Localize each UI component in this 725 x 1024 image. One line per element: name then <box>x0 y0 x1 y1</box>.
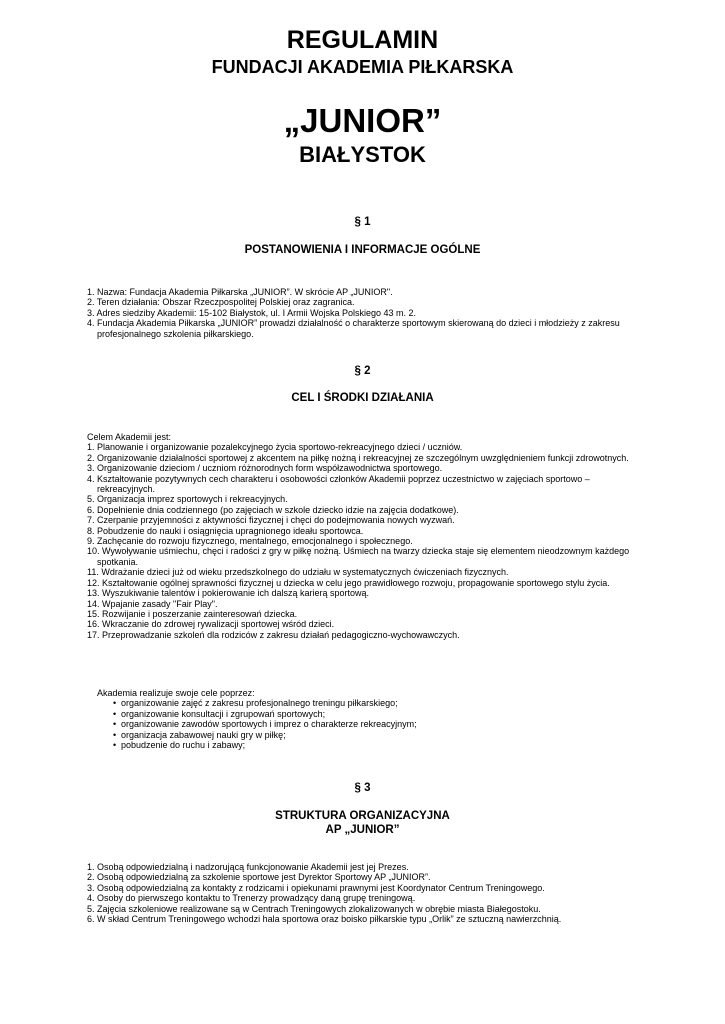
list-item: 1. Planowanie i organizowanie pozalekcyjnego życia sportowo-rekreacyjnego dzieci / uczniów. <box>87 442 463 453</box>
section-2-list <box>87 432 647 640</box>
list-item: 9. Zachęcanie do rozwoju fizycznego, mentalnego, emocjonalnego i społecznego. <box>87 536 413 547</box>
bullet-item: • organizacja zabawowej nauki gry w piłkę; <box>113 730 597 740</box>
bullet-item: • organizowanie zajęć z zakresu profesjonalnego treningu piłkarskiego; <box>113 698 597 708</box>
list-item: 13. Wyszukiwanie talentów i pokierowanie ich dalszą karierą sportową. <box>87 588 370 599</box>
section-1-title: POSTANOWIENIA I INFORMACJE OGÓLNE <box>244 244 481 256</box>
foundation-name: „JUNIOR” <box>283 102 442 139</box>
list-item: 3. Organizowanie dzieciom / uczniom różnorodnych form współzawodnictwa sportowego. <box>87 463 443 474</box>
city-name: BIAŁYSTOK <box>299 142 426 167</box>
list-item: 6. Dopełnienie dnia codziennego (po zajęciach w szkole dziecko idzie na zajęcia dodatkowe). <box>87 504 459 515</box>
list-item: 2. Teren działania: Obszar Rzeczpospolitej Polskiej oraz zagranica. <box>87 297 355 308</box>
section-3-title: STRUKTURA ORGANIZACYJNA <box>275 810 450 822</box>
section-2-mark: § 2 <box>354 365 371 377</box>
section-1-list <box>87 287 647 339</box>
section-2-intro: Celem Akademii jest: <box>87 432 172 442</box>
list-item: 15. Rozwijanie i poszerzanie zainteresowań dziecka. <box>87 608 298 619</box>
document-title: REGULAMIN <box>286 26 439 54</box>
section-3-list <box>87 862 647 924</box>
list-item: 3. Adres siedziby Akademii: 15-102 Białystok, ul. I Armii Wojska Polskiego 43 m. 2. <box>87 307 416 318</box>
list-item: 11. Wdrażanie dzieci już od wieku przedszkolnego do udziału w systematycznych ćwiczeniach fizycznych. <box>87 567 509 578</box>
list-item: 3. Osobą odpowiedzialną za kontakty z rodzicami i opiekunami prawnymi jest Koordynator Centrum Treningowego. <box>87 882 545 893</box>
list-item: 14. Wpajanie zasady "Fair Play". <box>87 598 218 609</box>
section-3-title-line2: AP „JUNIOR” <box>325 824 400 836</box>
list-item: 6. W skład Centrum Treningowego wchodzi hala sportowa oraz boisko piłkarskie typu „Orlik” ze sztuczną nawierzchnią. <box>87 914 562 925</box>
document-subtitle: FUNDACJI AKADEMIA PIŁKARSKA <box>211 57 514 77</box>
section-1-mark: § 1 <box>354 216 371 228</box>
bullet-item: • organizowanie zawodów sportowych i imprez o charakterze rekreacyjnym; <box>113 719 597 729</box>
section-2-means <box>97 688 597 750</box>
list-item: 8. Pobudzenie do nauki i osiągnięcia upragnionego ideału sportowca. <box>87 525 364 536</box>
list-item: 4. Fundacja Akademia Piłkarska „JUNIOR” prowadzi działalność o charakterze sportowym skierowaną do dzieci i młodzieży z zakresu profesjonalnego szkolenia piłkarskiego. <box>87 318 620 339</box>
section-2-title: CEL I ŚRODKI DZIAŁANIA <box>291 392 434 404</box>
list-item: 4. Osoby do pierwszego kontaktu to Trenerzy prowadzący daną grupę treningową. <box>87 893 416 904</box>
list-item: 16. Wkraczanie do zdrowej rywalizacji sportowej wśród dzieci. <box>87 619 335 630</box>
bullet-item: • pobudzenie do ruchu i zabawy; <box>113 740 597 750</box>
list-item: 12. Kształtowanie ogólnej sprawności fizycznej u dziecka w celu jego prawidłowego rozwoju, propagowanie sportowego stylu życia. <box>87 577 610 588</box>
list-item: 2. Osobą odpowiedzialną za szkolenie sportowe jest Dyrektor Sportowy AP „JUNIOR”. <box>87 872 431 883</box>
list-item: 5. Organizacja imprez sportowych i rekreacyjnych. <box>87 494 288 505</box>
list-item: 7. Czerpanie przyjemności z aktywności fizycznej i chęci do podejmowania nowych wyzwań. <box>87 515 455 526</box>
list-item: 5. Zajęcia szkoleniowe realizowane są w Centrach Treningowych zlokalizowanych w obrębie miasta Białegostoku. <box>87 903 541 914</box>
list-item: 17. Przeprowadzanie szkoleń dla rodziców z zakresu działań pedagogiczno-wychowawczych. <box>87 629 460 640</box>
bullet-item: • organizowanie konsultacji i zgrupowań sportowych; <box>113 709 597 719</box>
list-item: 1. Osobą odpowiedzialną i nadzorującą funkcjonowanie Akademii jest jej Prezes. <box>87 862 409 872</box>
section-2-means-intro: Akademia realizuje swoje cele poprzez: <box>97 688 255 698</box>
section-3-mark: § 3 <box>354 782 371 794</box>
list-item: 1. Nazwa: Fundacja Akademia Piłkarska „JUNIOR”. W skrócie AP „JUNIOR". <box>87 287 393 297</box>
list-item: 2. Organizowanie działalności sportowej z akcentem na piłkę nożną i rekreacyjnej ze szczególnym uwzględnieniem funkcji zdrowotnych. <box>87 452 629 463</box>
list-item: 10. Wywoływanie uśmiechu, chęci i radości z gry w piłkę nożną. Uśmiech na twarzy dziecka staje się elementem nieodzownym każdego spotkania. <box>87 546 630 567</box>
list-item: 4. Kształtowanie pozytywnych cech charakteru i osobowości członków Akademii poprzez uczestnictwo w zajęciach sportowo – rekreacyjnych. <box>87 473 590 495</box>
